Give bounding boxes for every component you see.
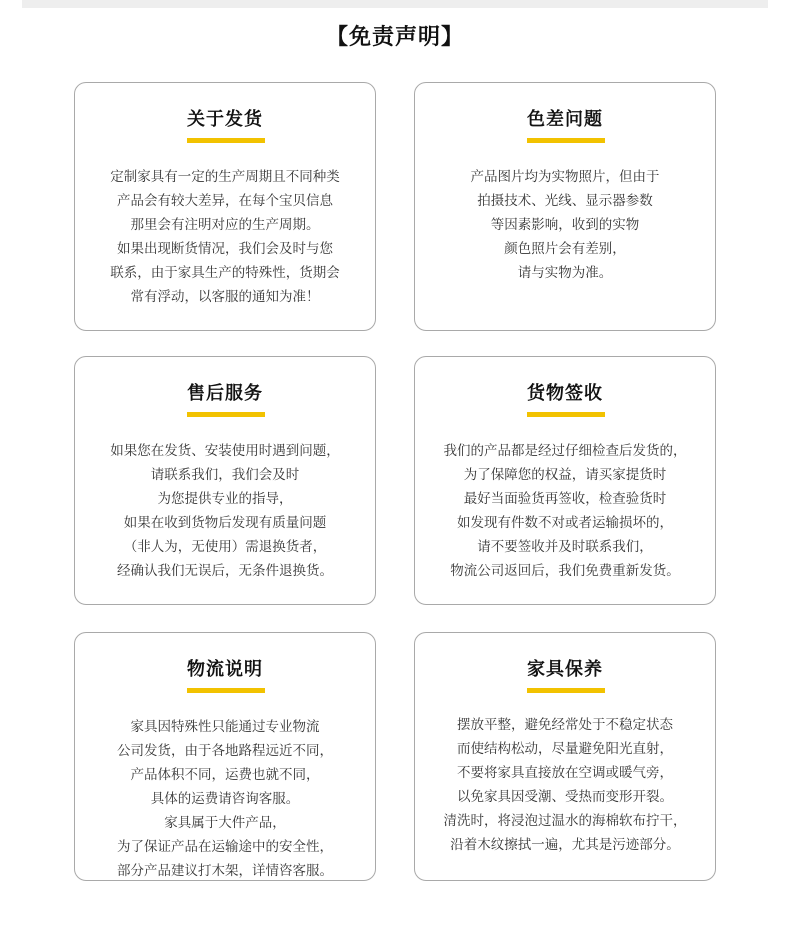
card-line: 如果在收到货物后发现有质量问题 <box>123 515 327 531</box>
card-title: 物流说明 <box>187 659 263 680</box>
card-delivery-receipt <box>414 356 716 605</box>
card-line: 那里会有注明对应的生产周期。 <box>130 217 320 233</box>
card-title: 家具保养 <box>527 659 603 680</box>
card-body <box>421 713 709 857</box>
card-line: 不要将家具直接放在空调或暖气旁， <box>457 765 673 781</box>
card-line: 家具属于大件产品， <box>164 815 286 831</box>
card-line: 公司发货，由于各地路程远近不同， <box>117 743 333 759</box>
card-line: 经确认我们无误后，无条件退换货。 <box>117 563 333 579</box>
card-line: 我们的产品都是经过仔细检查后发货的， <box>443 443 687 459</box>
card-line: 如果您在发货、安装使用时遇到问题， <box>110 443 340 459</box>
card-logistics <box>74 632 376 881</box>
card-line: 定制家具有一定的生产周期且不同种类 <box>110 169 340 185</box>
card-line: 如发现有件数不对或者运输损坏的， <box>457 515 673 531</box>
card-after-sales <box>74 356 376 605</box>
card-color-difference <box>414 82 716 331</box>
card-line: 沿着木纹擦拭一遍，尤其是污迹部分。 <box>450 837 680 853</box>
title-underline <box>527 412 605 417</box>
card-body <box>81 439 369 583</box>
card-line: 产品会有较大差异，在每个宝贝信息 <box>117 193 333 209</box>
card-line: 具体的运费请咨询客服。 <box>150 791 300 807</box>
card-line: 如果出现断货情况，我们会及时与您 <box>117 241 333 257</box>
title-underline <box>187 138 265 143</box>
card-line: 联系，由于家具生产的特殊性，货期会 <box>110 265 340 281</box>
card-title: 售后服务 <box>187 383 263 404</box>
card-line: 物流公司返回后，我们免费重新发货。 <box>450 563 680 579</box>
card-title: 关于发货 <box>187 109 263 130</box>
card-line: 部分产品建议打木架，详情咨客服。 <box>117 863 333 879</box>
title-underline <box>187 688 265 693</box>
card-title: 色差问题 <box>527 109 603 130</box>
card-line: 等因素影响，收到的实物 <box>490 217 640 233</box>
card-line: 常有浮动，以客服的通知为准！ <box>130 289 320 305</box>
title-underline <box>527 138 605 143</box>
card-line: 最好当面验货再签收，检查验货时 <box>463 491 667 507</box>
card-line: 而使结构松动，尽量避免阳光直射， <box>457 741 673 757</box>
card-line: 颜色照片会有差别， <box>504 241 626 257</box>
card-line: 以免家具因受潮、受热而变形开裂。 <box>457 789 673 805</box>
title-underline <box>527 688 605 693</box>
card-line: 拍摄技术、光线、显示器参数 <box>477 193 653 209</box>
card-body <box>81 165 369 309</box>
page-title: 【免责声明】 <box>325 25 464 50</box>
card-furniture-care <box>414 632 716 881</box>
card-line: 请联系我们，我们会及时 <box>150 467 300 483</box>
card-line: 家具因特殊性只能通过专业物流 <box>130 719 320 735</box>
card-body <box>421 165 709 285</box>
card-line: 清洗时，将浸泡过温水的海棉软布拧干， <box>443 813 687 829</box>
card-line: 产品图片均为实物照片，但由于 <box>470 169 660 185</box>
card-line: 为了保证产品在运输途中的安全性， <box>117 839 333 855</box>
title-underline <box>187 412 265 417</box>
card-shipping <box>74 82 376 331</box>
top-divider <box>22 0 768 8</box>
card-title: 货物签收 <box>527 383 603 404</box>
card-line: 产品体积不同，运费也就不同， <box>130 767 320 783</box>
card-line: 请不要签收并及时联系我们， <box>477 539 653 555</box>
card-line: （非人为，无使用）需退换货者， <box>123 539 327 555</box>
card-line: 为了保障您的权益，请买家提货时 <box>463 467 667 483</box>
card-line: 请与实物为准。 <box>517 265 613 281</box>
card-body <box>81 715 369 883</box>
card-line: 为您提供专业的指导， <box>157 491 293 507</box>
card-line: 摆放平整，避免经常处于不稳定状态 <box>457 717 673 733</box>
card-body <box>421 439 709 583</box>
